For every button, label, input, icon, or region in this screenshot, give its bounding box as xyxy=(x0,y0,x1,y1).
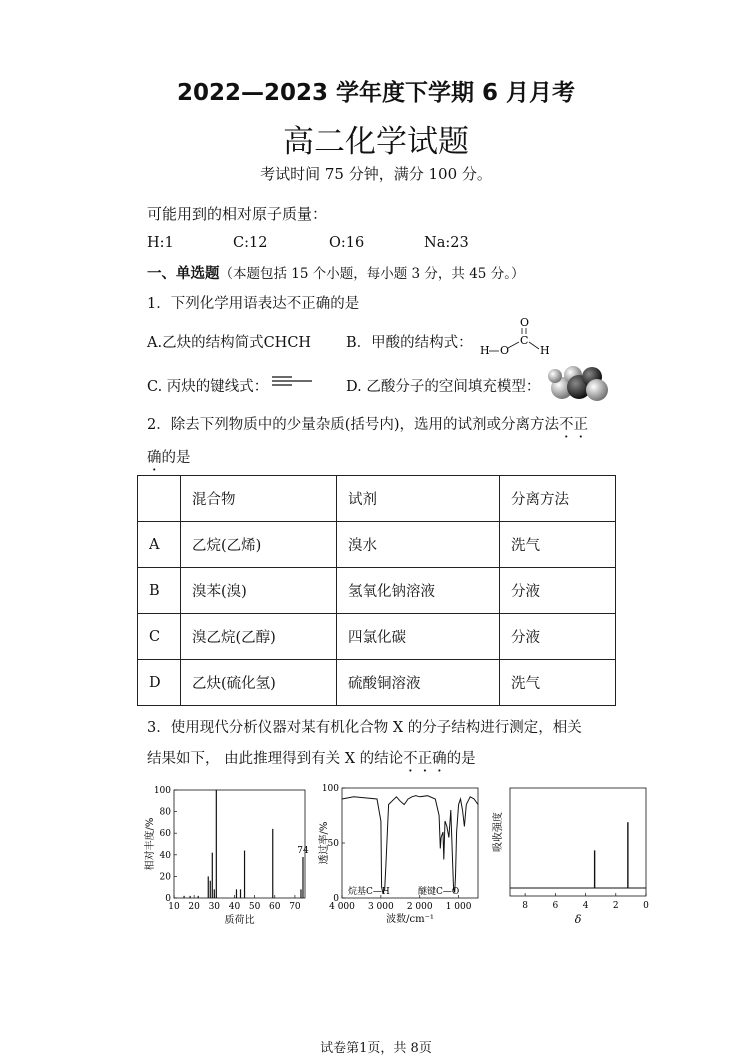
transmittance-line xyxy=(342,796,478,893)
x-tick-label: 30 xyxy=(208,902,221,912)
x-tick-label: 2 000 xyxy=(406,902,433,912)
peak-label: 74 xyxy=(297,845,309,856)
atomic-mass-c: C:12 xyxy=(233,235,268,251)
table-cell: 溴乙烷(乙醇) xyxy=(181,614,337,660)
x-tick-label: 60 xyxy=(269,902,281,912)
formic-atom-o1: O xyxy=(500,344,510,357)
y-axis-label: 透过率/% xyxy=(319,821,330,865)
section1-note: （本题包括 15 个小题，每小题 3 分，共 45 分。） xyxy=(219,266,525,282)
table-cell: D xyxy=(138,660,181,706)
x-tick-label: 1 000 xyxy=(445,902,472,912)
table-cell: 四氯化碳 xyxy=(337,614,500,660)
section1-heading-line xyxy=(147,262,524,283)
x-tick-label: 40 xyxy=(228,902,241,912)
atomic-mass-label: 可能用到的相对原子质量： xyxy=(147,205,328,223)
ir-spectrum-chart xyxy=(318,778,486,930)
q1-option-a: A.乙炔的结构简式CHCH xyxy=(147,335,312,351)
plot-frame xyxy=(174,790,305,898)
table-row xyxy=(138,614,616,660)
q1-option-c: C. 丙炔的键线式： xyxy=(147,379,269,395)
x-axis-label: 质荷比 xyxy=(224,915,255,926)
table-cell: 乙烷(乙烯) xyxy=(181,522,337,568)
q3-emph-1: 不 xyxy=(403,751,418,767)
y-tick-label: 50 xyxy=(327,839,339,849)
q3-emph-2: 正 xyxy=(417,751,433,767)
acetic-acid-spacefill-model xyxy=(545,362,611,402)
y-tick-label: 40 xyxy=(159,850,171,861)
table-cell: 洗气 xyxy=(500,522,616,568)
q3-stem-2b: 的是 xyxy=(446,751,476,767)
atomic-mass-h: H:1 xyxy=(147,235,174,251)
table-cell: 溴水 xyxy=(337,522,500,568)
table-header-cell: 混合物 xyxy=(181,476,337,522)
formic-atom-o2: O xyxy=(520,316,530,329)
bond-c-h xyxy=(529,342,539,349)
plot-frame xyxy=(510,788,646,896)
section1-heading: 一、单选题 xyxy=(147,266,220,282)
q2-stem-part1: 2．除去下列物质中的少量杂质(括号内)，选用的试剂或分离方法 xyxy=(147,417,560,433)
subject-title: 高二化学试题 xyxy=(283,124,469,160)
plot-frame xyxy=(342,788,478,898)
y-tick-label: 100 xyxy=(153,786,171,796)
table-cell: 乙炔(硫化氢) xyxy=(181,660,337,706)
q1-stem: 1．下列化学用语表达不正确的是 xyxy=(147,296,360,312)
formic-atom-h1: H xyxy=(480,344,490,357)
table-cell: 分液 xyxy=(500,568,616,614)
x-tick-label: 4 xyxy=(582,901,589,911)
table-header-cell: 试剂 xyxy=(337,476,500,522)
formic-atom-c: C xyxy=(520,334,529,347)
x-tick-label: 10 xyxy=(168,902,180,912)
q3-emph-3: 确 xyxy=(432,751,447,767)
q3-stem-2a: 结果如下， 由此推理得到有关 X 的结论 xyxy=(147,751,404,767)
x-axis-label: δ xyxy=(574,913,582,926)
q3-stem-line1: 3．使用现代分析仪器对某有机化合物 X 的分子结构进行测定，相关 xyxy=(147,720,582,736)
mass-spectrum-chart xyxy=(142,780,312,930)
q1-option-b: B．甲酸的结构式： xyxy=(346,335,473,351)
atomic-mass-o: O:16 xyxy=(329,235,365,251)
table-cell: B xyxy=(138,568,181,614)
x-tick-label: 50 xyxy=(248,902,261,912)
table-cell: 洗气 xyxy=(500,660,616,706)
x-tick-label: 4 000 xyxy=(329,902,355,912)
table-cell: 溴苯(溴) xyxy=(181,568,337,614)
y-tick-label: 20 xyxy=(159,872,171,883)
table-header-cell xyxy=(138,476,181,522)
nmr-spectrum-chart xyxy=(492,782,652,930)
x-tick-label: 2 xyxy=(612,901,619,911)
q2-emph-2: 正 xyxy=(573,417,589,433)
y-axis-label: 吸收强度 xyxy=(493,812,504,852)
x-tick-label: 20 xyxy=(188,902,200,912)
annotation-alkyl-ch: 烷基C—H xyxy=(348,887,390,897)
annotation-ether-co: 醚键C—O xyxy=(418,887,460,897)
formic-acid-structure xyxy=(472,314,562,362)
y-axis-label: 相对丰度/% xyxy=(145,817,156,871)
q2-emph-3: 确 xyxy=(147,450,162,466)
table-cell: 硫酸铜溶液 xyxy=(337,660,500,706)
q2-stem-part2: 的是 xyxy=(161,450,191,466)
formic-atom-h2: H xyxy=(540,344,550,357)
y-tick-label: 0 xyxy=(333,894,339,904)
table-row xyxy=(138,522,616,568)
y-tick-label: 100 xyxy=(321,784,339,794)
x-tick-label: 3 000 xyxy=(367,902,394,912)
bond-o-c xyxy=(508,342,519,348)
q3-stem-line2 xyxy=(147,747,476,768)
atomic-mass-na: Na:23 xyxy=(424,235,469,251)
q2-emph-1: 不 xyxy=(559,417,574,433)
table-cell: 分液 xyxy=(500,614,616,660)
y-tick-label: 0 xyxy=(165,894,171,904)
table-cell: A xyxy=(138,522,181,568)
table-cell: 氢氧化钠溶液 xyxy=(337,568,500,614)
exam-info: 考试时间 75 分钟，满分 100 分。 xyxy=(260,165,492,183)
propyne-skeletal-formula xyxy=(270,374,316,390)
y-tick-label: 80 xyxy=(159,807,171,818)
y-tick-label: 60 xyxy=(159,829,171,840)
q2-table xyxy=(137,475,616,706)
x-tick-label: 0 xyxy=(643,901,649,911)
x-tick-label: 6 xyxy=(552,901,559,911)
q1-option-d: D. 乙酸分子的空间填充模型： xyxy=(346,379,541,395)
table-row xyxy=(138,660,616,706)
table-header-cell: 分离方法 xyxy=(500,476,616,522)
q2-stem xyxy=(147,413,588,434)
x-tick-label: 70 xyxy=(289,902,301,912)
q2-stem-cont xyxy=(147,446,191,467)
table-row xyxy=(138,568,616,614)
exam-title: 2022—2023 学年度下学期 6 月月考 xyxy=(176,80,576,106)
x-tick-label: 8 xyxy=(522,901,528,911)
x-axis-label: 波数/cm⁻¹ xyxy=(386,914,434,925)
page-footer: 试卷第1页，共 8页 xyxy=(320,1041,432,1056)
table-header-row xyxy=(138,476,616,522)
table-cell: C xyxy=(138,614,181,660)
